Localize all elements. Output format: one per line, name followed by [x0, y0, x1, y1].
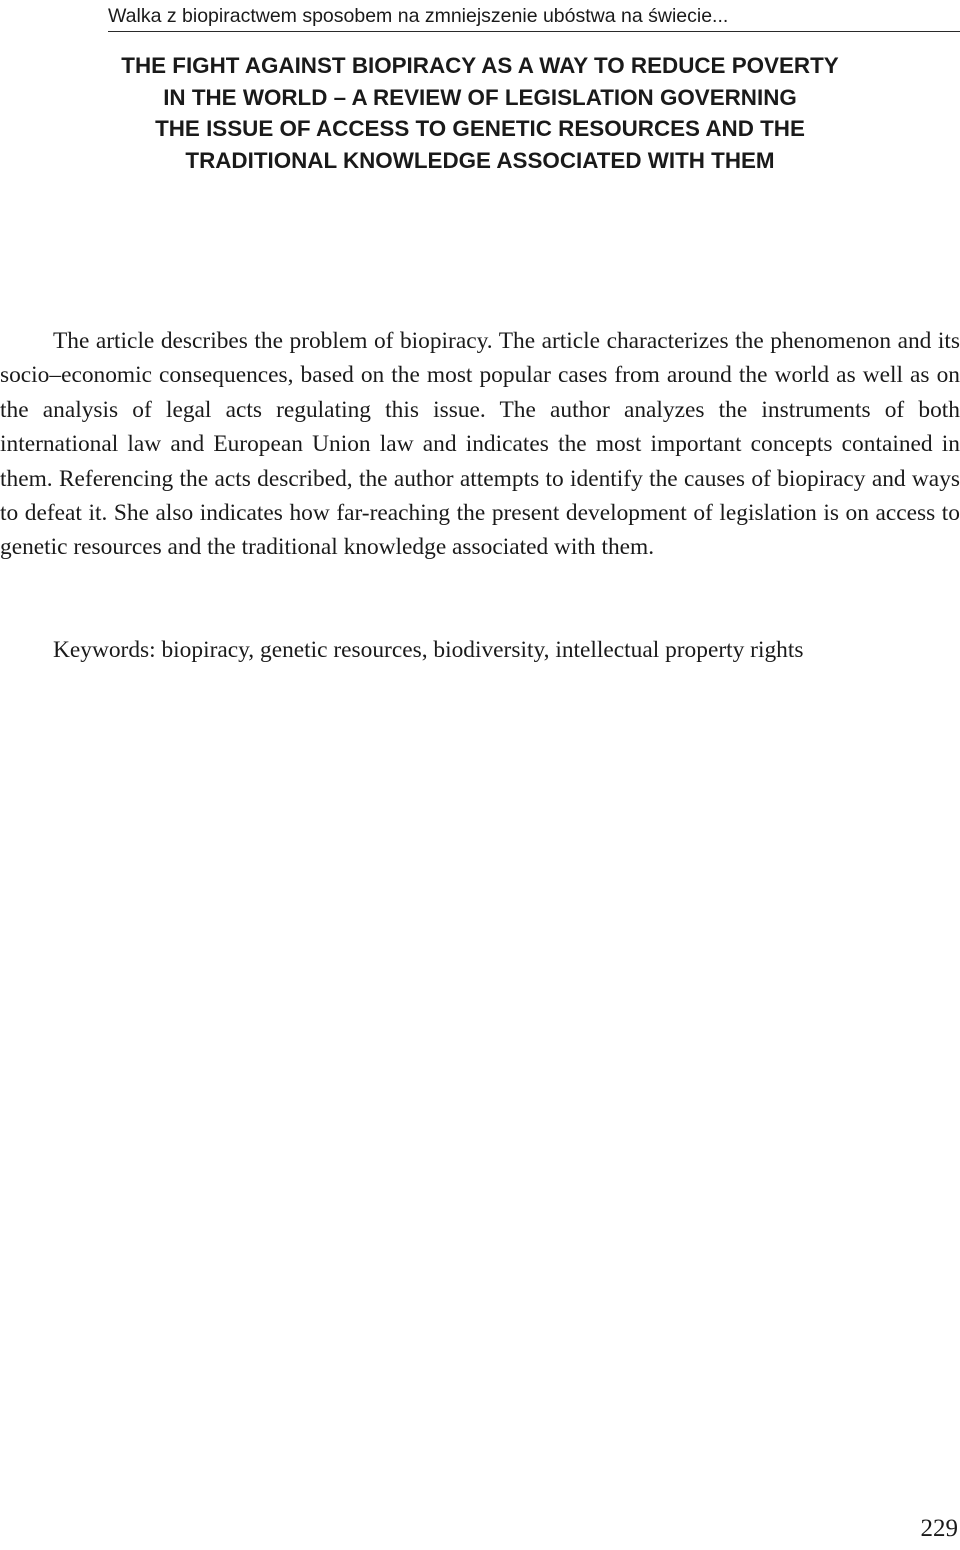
article-title-line-3: THE ISSUE OF ACCESS TO GENETIC RESOURCES AND THE — [155, 116, 805, 141]
abstract-paragraph: The article describes the problem of biopiracy. The article characterizes the phenomenon and its socio–economic consequences, based on the most popular cases from around the world as well as on the analysis of legal acts regulating this issue. The author analyzes the instruments of both international law and European Union law and indicates the most important concepts contained in them. Referencing the acts described, the author attempts to identify the causes of biopiracy and ways to defeat it. She also indicates how far-reaching the present development of legislation is on access to genetic resources and the traditional knowledge associated with them. — [0, 328, 960, 561]
running-head-title: Walka z biopiractwem sposobem na zmniejszenie ubóstwa na świecie... — [108, 5, 729, 27]
article-title-line-2: IN THE WORLD – A REVIEW OF LEGISLATION GOVERNING — [163, 84, 797, 110]
article-title-line-1: THE FIGHT AGAINST BIOPIRACY AS A WAY TO REDUCE POVERTY — [121, 53, 839, 78]
article-title — [0, 50, 960, 176]
running-head — [108, 3, 960, 32]
keywords-line: Keywords: biopiracy, genetic resources, biodiversity, intellectual property rights — [53, 637, 804, 663]
article-title-line-4: TRADITIONAL KNOWLEDGE ASSOCIATED WITH THEM — [185, 147, 775, 173]
page-number: 229 — [920, 1515, 958, 1542]
